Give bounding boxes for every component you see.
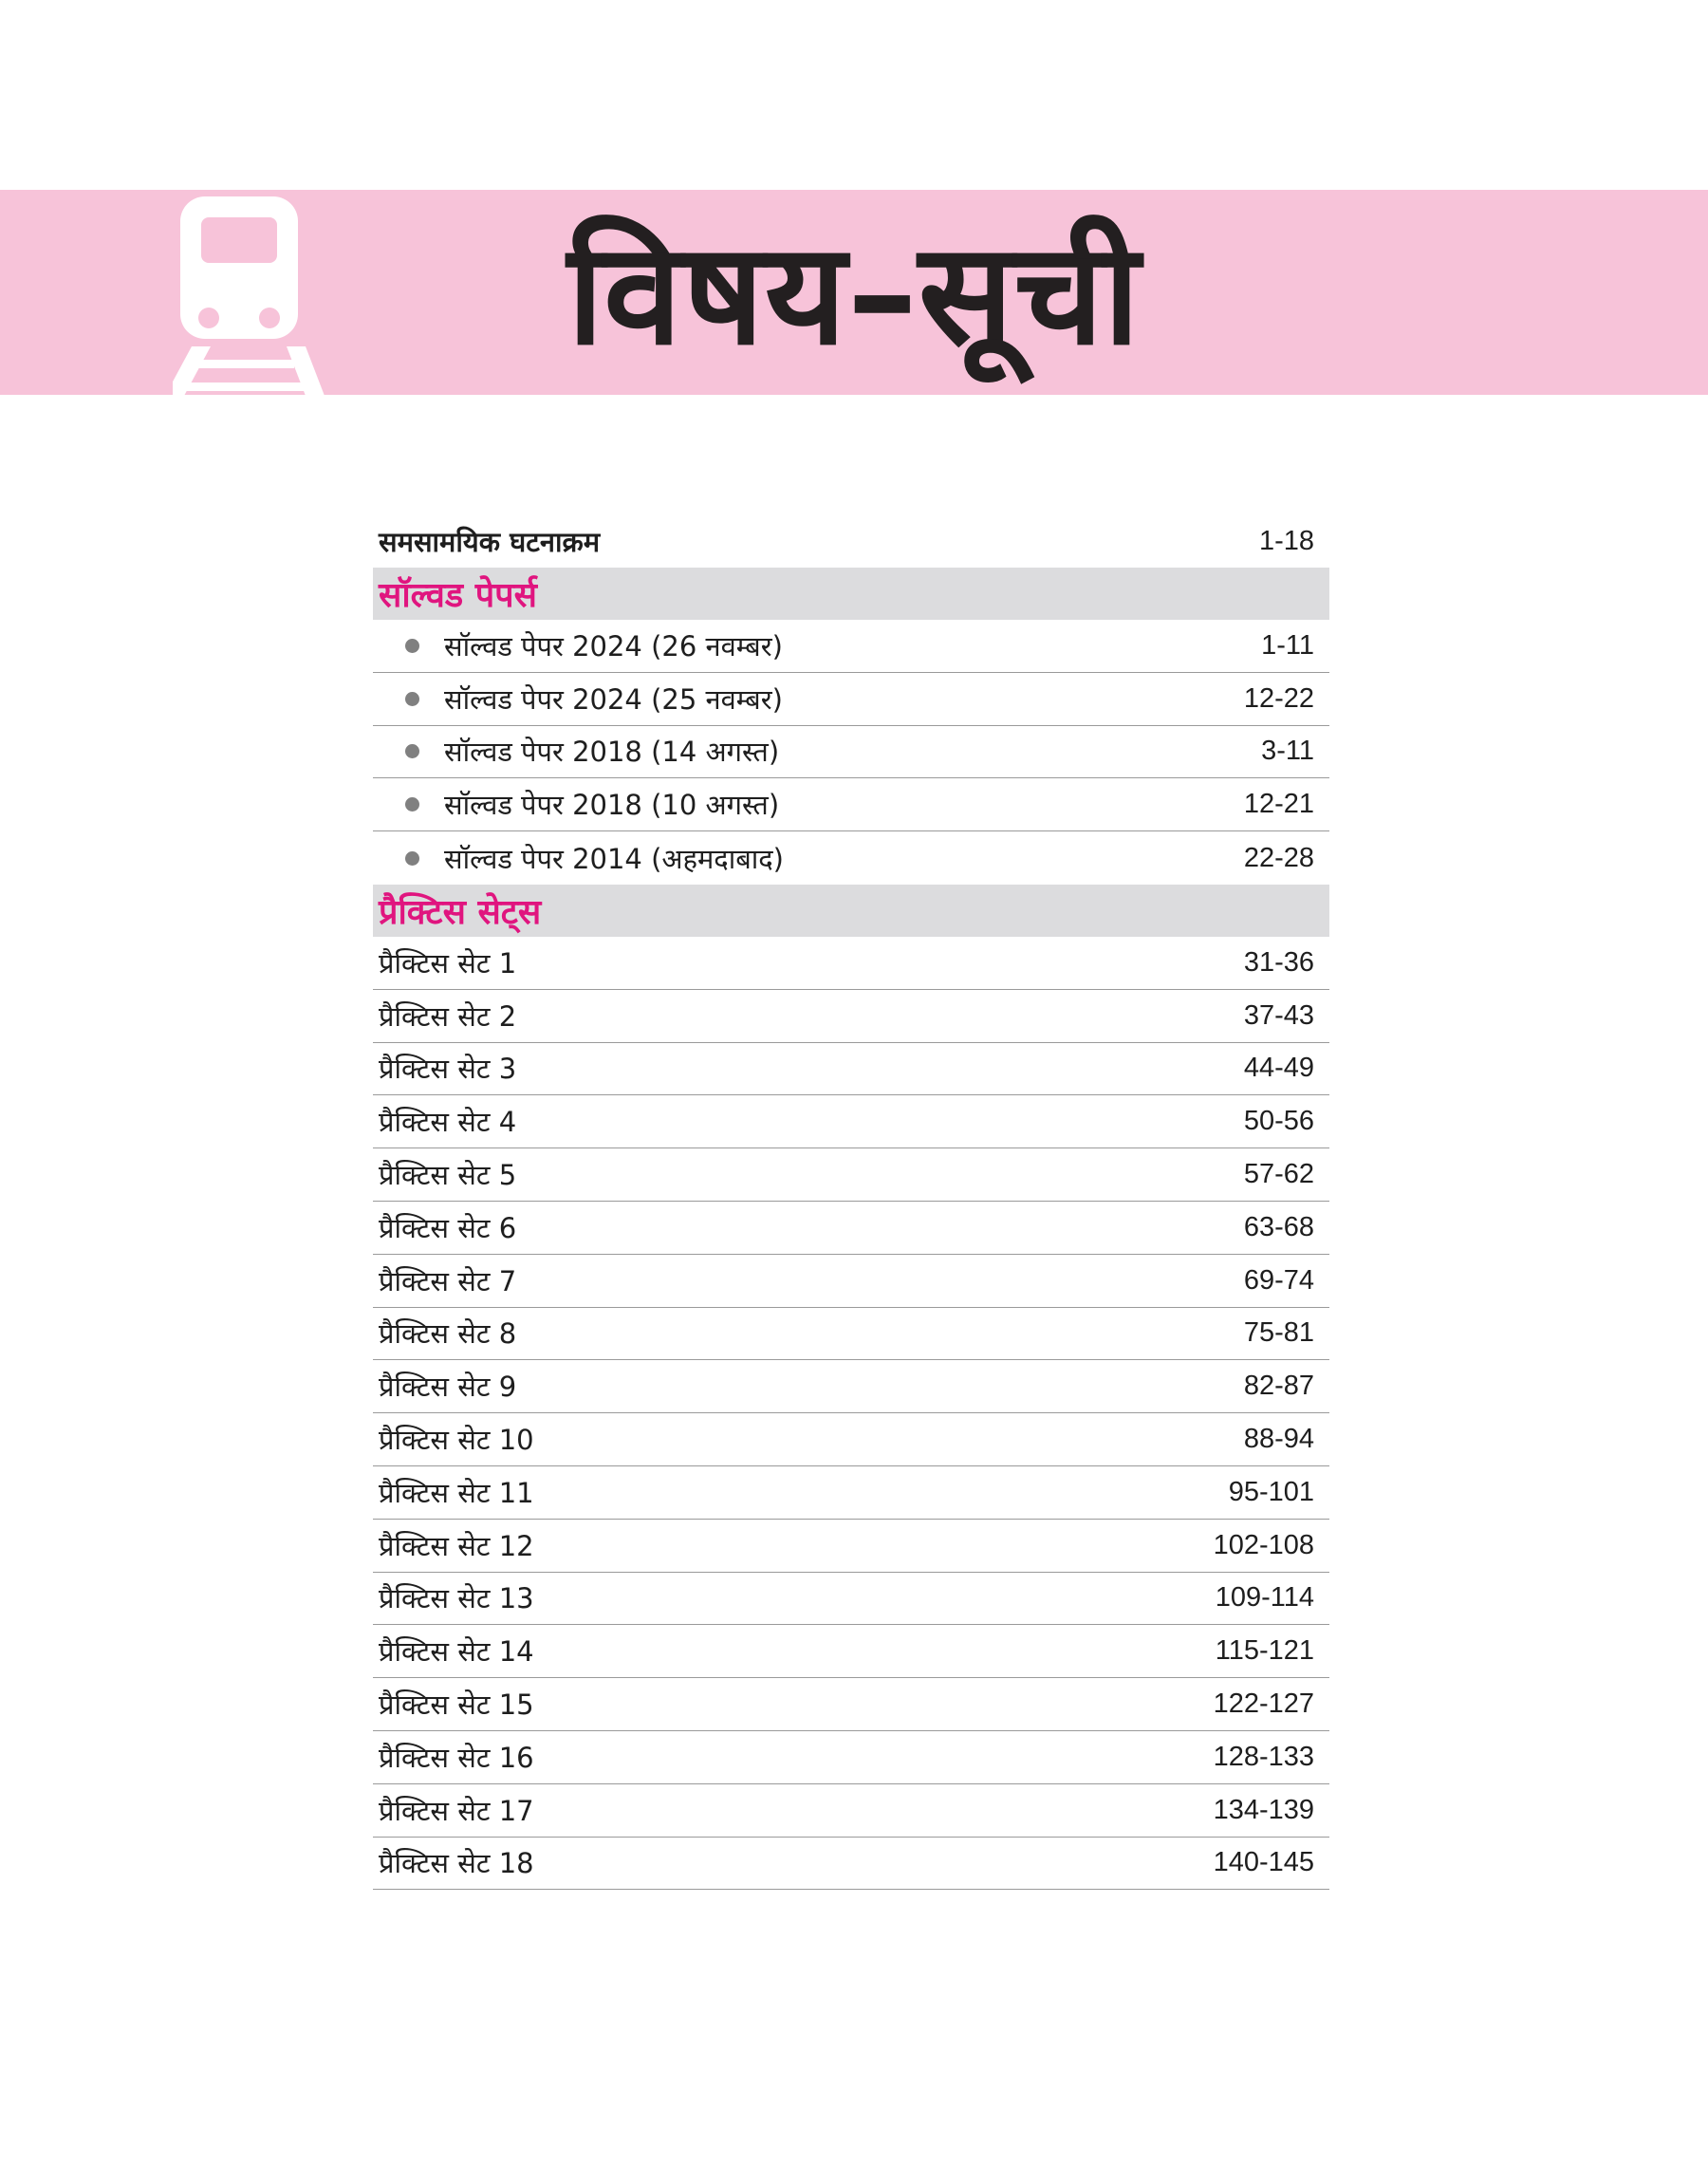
bullet-icon (405, 639, 419, 653)
bullet-icon (405, 744, 419, 758)
bullet-icon (405, 797, 419, 812)
toc-entry-label: सॉल्वड पेपर 2014 (अहमदाबाद) (444, 842, 784, 875)
toc-entry-pages: 102-108 (1213, 1529, 1314, 1560)
toc-entry-practice-set[interactable] (373, 1784, 1329, 1838)
toc-entry-pages: 122-127 (1213, 1689, 1314, 1720)
toc-entry-label: प्रैक्टिस सेट 17 (379, 1794, 534, 1827)
toc-entry-solved-paper[interactable] (373, 673, 1329, 726)
toc-entry-pages: 37-43 (1243, 999, 1314, 1031)
toc-entry-solved-paper[interactable] (373, 831, 1329, 885)
toc-entry-pages: 12-21 (1243, 789, 1314, 820)
toc-entry-pages: 69-74 (1243, 1264, 1314, 1296)
toc-entry-label: प्रैक्टिस सेट 10 (379, 1424, 534, 1457)
toc-entry-label: प्रैक्टिस सेट 18 (379, 1847, 534, 1880)
toc-entry-pages: 63-68 (1243, 1211, 1314, 1242)
bullet-icon (405, 851, 419, 866)
toc-entry-current-affairs[interactable] (373, 514, 1329, 568)
toc-entry-practice-set[interactable] (373, 1573, 1329, 1626)
toc-entry-practice-set[interactable] (373, 1043, 1329, 1096)
toc-entry-label: प्रैक्टिस सेट 15 (379, 1689, 534, 1722)
toc-entry-label: समसामयिक घटनाक्रम (379, 525, 601, 558)
toc-entry-label: सॉल्वड पेपर 2018 (10 अगस्त) (444, 789, 780, 822)
toc-entry-label: प्रैक्टिस सेट 14 (379, 1635, 534, 1669)
toc-entry-pages: 12-22 (1243, 682, 1314, 714)
toc-entry-practice-set[interactable] (373, 1731, 1329, 1784)
toc-entry-pages: 1-18 (1258, 525, 1314, 556)
toc-entry-label: सॉल्वड पेपर 2024 (25 नवम्बर) (444, 682, 783, 716)
toc-entry-pages: 109-114 (1215, 1582, 1314, 1614)
toc-entry-label: प्रैक्टिस सेट 13 (379, 1582, 534, 1615)
toc-entry-practice-set[interactable] (373, 990, 1329, 1043)
page-title: विषय–सूची (566, 213, 1142, 376)
toc-entry-pages: 22-28 (1243, 842, 1314, 873)
toc-entry-pages: 88-94 (1243, 1424, 1314, 1455)
toc-entry-pages: 82-87 (1243, 1371, 1314, 1402)
toc-entry-practice-set[interactable] (373, 1413, 1329, 1466)
toc-entry-pages: 128-133 (1213, 1741, 1314, 1772)
toc-entry-practice-set[interactable] (373, 1308, 1329, 1361)
toc-entry-label: प्रैक्टिस सेट 9 (379, 1371, 517, 1404)
toc-entry-solved-paper[interactable] (373, 726, 1329, 779)
toc-entry-practice-set[interactable] (373, 1095, 1329, 1148)
toc-entry-pages: 95-101 (1228, 1476, 1314, 1507)
toc-entry-practice-set[interactable] (373, 1466, 1329, 1520)
toc-entry-label: प्रैक्टिस सेट 7 (379, 1264, 517, 1297)
toc-entry-pages: 31-36 (1243, 946, 1314, 978)
toc-entry-solved-paper[interactable] (373, 620, 1329, 673)
toc-entry-practice-set[interactable] (373, 1360, 1329, 1413)
toc-entry-practice-set[interactable] (373, 937, 1329, 990)
toc-entry-pages: 115-121 (1215, 1635, 1314, 1667)
toc-entry-label: प्रैक्टिस सेट 4 (379, 1106, 517, 1139)
toc-entry-label: सॉल्वड पेपर 2018 (14 अगस्त) (444, 736, 780, 769)
bullet-icon (405, 692, 419, 706)
toc-entry-label: प्रैक्टिस सेट 2 (379, 999, 517, 1033)
toc-entry-pages: 134-139 (1213, 1794, 1314, 1825)
toc-entry-label: प्रैक्टिस सेट 3 (379, 1053, 517, 1086)
toc-entry-label: प्रैक्टिस सेट 6 (379, 1211, 517, 1244)
toc-entry-label: सॉल्वड पेपर 2024 (26 नवम्बर) (444, 629, 783, 662)
toc-entry-label: प्रैक्टिस सेट 11 (379, 1476, 534, 1509)
toc-entry-pages: 1-11 (1261, 629, 1314, 661)
toc-entry-label: प्रैक्टिस सेट 1 (379, 946, 517, 980)
toc-entry-practice-set[interactable] (373, 1678, 1329, 1731)
toc-entry-label: प्रैक्टिस सेट 12 (379, 1529, 534, 1562)
toc-entry-pages: 50-56 (1243, 1106, 1314, 1137)
toc-entry-pages: 44-49 (1243, 1053, 1314, 1084)
toc-entry-label: प्रैक्टिस सेट 16 (379, 1741, 534, 1774)
toc-entry-solved-paper[interactable] (373, 778, 1329, 831)
toc-entry-pages: 140-145 (1213, 1847, 1314, 1878)
table-of-contents (373, 514, 1329, 1890)
toc-entry-practice-set[interactable] (373, 1148, 1329, 1202)
toc-entry-pages: 57-62 (1243, 1159, 1314, 1190)
toc-entry-pages: 3-11 (1261, 736, 1314, 767)
toc-entry-practice-set[interactable] (373, 1838, 1329, 1891)
toc-entry-practice-set[interactable] (373, 1255, 1329, 1308)
toc-entry-practice-set[interactable] (373, 1625, 1329, 1678)
toc-entry-label: प्रैक्टिस सेट 8 (379, 1317, 517, 1351)
toc-entry-label: प्रैक्टिस सेट 5 (379, 1159, 517, 1192)
section-heading-solved-papers: सॉल्वड पेपर्स (373, 568, 1329, 620)
toc-entry-practice-set[interactable] (373, 1202, 1329, 1255)
toc-entry-practice-set[interactable] (373, 1520, 1329, 1573)
toc-entry-pages: 75-81 (1243, 1317, 1314, 1349)
section-heading-practice-sets: प्रैक्टिस सेट्स (373, 885, 1329, 937)
